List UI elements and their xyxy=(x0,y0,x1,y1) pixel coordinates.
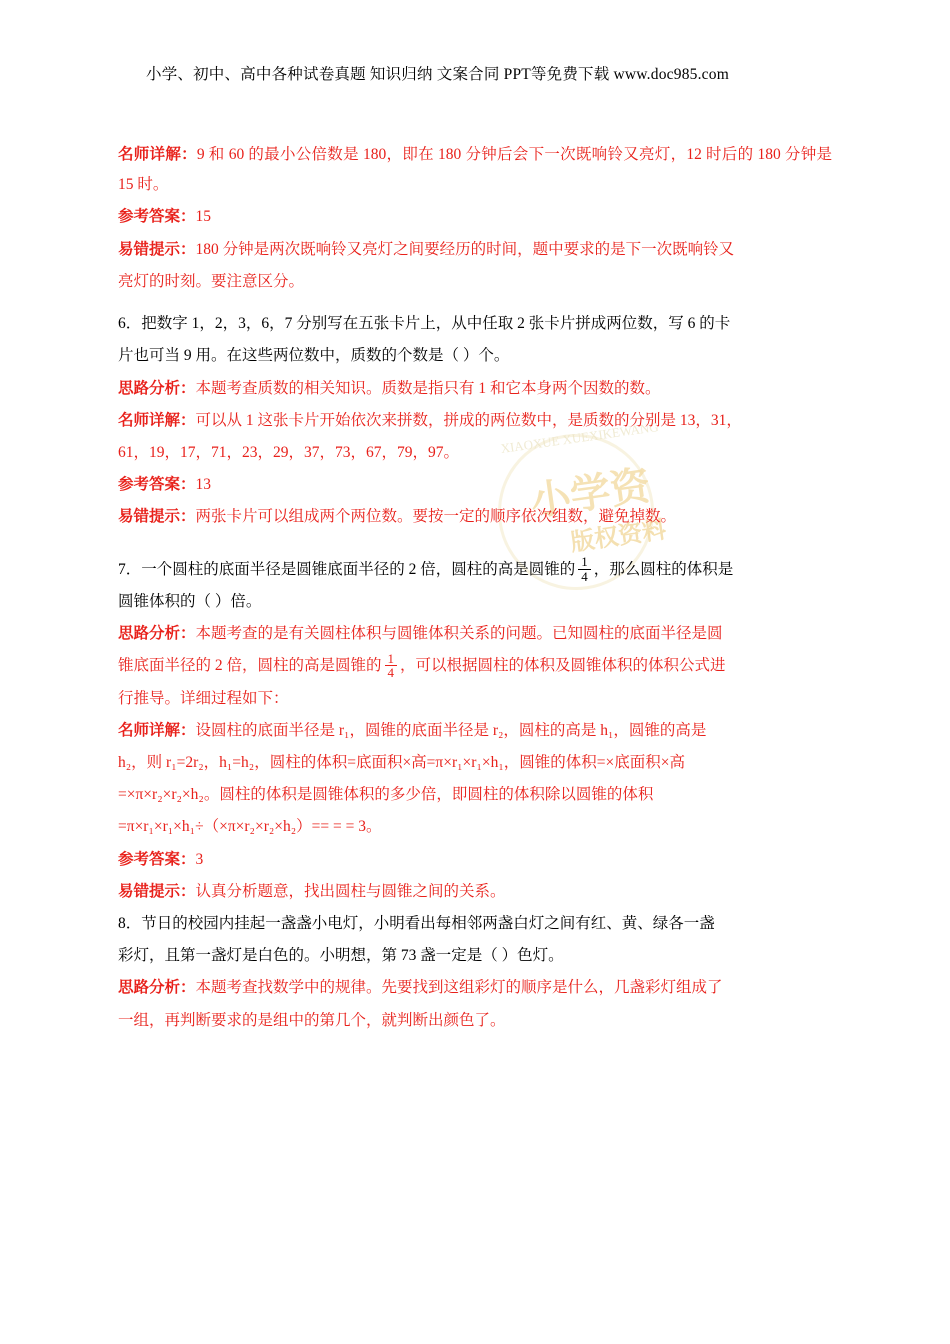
q6-tip xyxy=(118,502,832,532)
q7-explain-line3 xyxy=(118,780,832,810)
q7-number: 7． xyxy=(118,560,142,578)
q7-analysis-text3: 行推导。详细过程如下： xyxy=(118,689,289,707)
q8-stem-text2: 彩灯，且第一盏灯是白色的。小明想，第 73 盏一定是（ ）色灯。 xyxy=(118,947,564,965)
q5-tip-label: 易错提示： xyxy=(118,240,196,258)
q6-stem-line1 xyxy=(118,309,832,339)
q6-analysis-text: 本题考查质数的相关知识。质数是指只有 1 和它本身两个因数的数。 xyxy=(195,379,661,397)
q7-stem-fraction-numerator: 1 xyxy=(581,553,588,569)
q6-stem-text1: 把数字 1，2，3，6，7 分别写在五张卡片上，从中任取 2 张卡片拼成两位数，写 6 的卡 xyxy=(141,315,731,333)
q6-answer-label: 参考答案： xyxy=(118,476,196,494)
watermark-main-text: 小学资 xyxy=(527,462,653,525)
q8-analysis-text2: 一组，再判断要求的是组中的第几个，就判断出颜色了。 xyxy=(118,1011,506,1029)
q7-explain-line2 xyxy=(118,748,832,778)
q7-stem-line1 xyxy=(118,555,832,585)
q6-explain-line2 xyxy=(118,438,832,468)
q7-analysis-fraction xyxy=(385,652,398,680)
q6-explain-label: 名师详解： xyxy=(118,411,196,429)
q6-stem-line2 xyxy=(118,341,832,371)
q7-analysis-fraction-numerator: 1 xyxy=(387,650,395,666)
document-content xyxy=(118,140,832,1038)
q7-analysis-text1: 本题考查的是有关圆柱体积与圆锥体积关系的问题。已知圆柱的底面半径是圆 xyxy=(195,625,723,643)
q7-explain-label: 名师详解： xyxy=(118,721,196,739)
q7-answer xyxy=(118,845,832,875)
q7-tip xyxy=(118,877,832,907)
q6-analysis-label: 思路分析： xyxy=(118,379,196,397)
q8-analysis-line1 xyxy=(118,973,832,1003)
q7-explain-text2: h₂，则 r₁=2r₂，h₁=h₂，圆柱的体积=底面积×高=π×r₁×r₁×h₁，圆锥的体积=×底面积×高 xyxy=(118,753,685,771)
q7-stem-fraction xyxy=(578,555,591,583)
q7-explain-line4 xyxy=(118,812,832,842)
q5-explain-label: 名师详解： xyxy=(118,146,197,163)
site-header-text: 小学、初中、高中各种试卷真题 知识归纳 文案合同 PPT等免费下载 www.doc985.com xyxy=(146,66,729,83)
q7-tip-label: 易错提示： xyxy=(118,882,196,900)
q7-stem-text-a: 一个圆柱的底面半径是圆锥底面半径的 2 倍，圆柱的高是圆锥的 xyxy=(141,560,576,578)
watermark-sub-text: 版权资料 xyxy=(569,517,668,557)
watermark-ring-text: XIAOXUE XUEXIKEWANG xyxy=(499,418,660,457)
q5-tip-cont xyxy=(118,267,832,297)
q7-explain-text4: =π×r₁×r₁×h₁÷（×π×r₂×r₂×h₂）== = = 3。 xyxy=(118,818,382,836)
q6-stem-text2: 片也可当 9 用。在这些两位数中，质数的个数是（ ）个。 xyxy=(118,347,510,365)
q8-stem-line1 xyxy=(118,909,832,939)
q8-stem-line2 xyxy=(118,941,832,971)
q8-analysis-text1: 本题考查找数学中的规律。先要找到这组彩灯的顺序是什么，几盏彩灯组成了 xyxy=(195,979,723,997)
q8-analysis-line2 xyxy=(118,1006,832,1036)
q5-explain-text: 9 和 60 的最小公倍数是 180，即在 180 分钟后会下一次既响铃又亮灯，12 时后的 180 分钟是 15 时。 xyxy=(118,146,832,194)
q6-answer-text: 13 xyxy=(195,476,212,494)
q7-analysis-label: 思路分析： xyxy=(118,625,196,643)
q5-answer xyxy=(118,202,832,232)
q7-analysis-fraction-denominator: 4 xyxy=(385,665,398,680)
q8-analysis-label: 思路分析： xyxy=(118,979,196,997)
q7-analysis-line1 xyxy=(118,619,832,649)
q5-answer-label: 参考答案： xyxy=(118,208,196,226)
q7-analysis-text2a: 锥底面半径的 2 倍，圆柱的高是圆锥的 xyxy=(118,657,382,675)
q7-analysis-text2b: ，可以根据圆柱的体积及圆锥体积的体积公式进 xyxy=(400,657,726,675)
q6-explain-text1: 可以从 1 这张卡片开始依次来拼数，拼成的两位数中，是质数的分别是 13，31， xyxy=(195,411,742,429)
q6-answer xyxy=(118,470,832,500)
q7-analysis-line3 xyxy=(118,684,832,714)
q6-number: 6． xyxy=(118,315,142,333)
q7-explain-text3: =×π×r₂×r₂×h₂。圆柱的体积是圆锥体积的多少倍，即圆柱的体积除以圆锥的体积 xyxy=(118,786,654,804)
q8-number: 8． xyxy=(118,915,142,933)
q7-answer-label: 参考答案： xyxy=(118,850,196,868)
q7-stem-text2: 圆锥体积的（ ）倍。 xyxy=(118,592,262,610)
q7-stem-fraction-denominator: 4 xyxy=(578,569,591,584)
q7-answer-text: 3 xyxy=(195,850,204,868)
q6-tip-text: 两张卡片可以组成两个两位数。要按一定的顺序依次组数，避免掉数。 xyxy=(195,508,677,526)
q5-explain xyxy=(118,140,832,200)
q6-explain-line1 xyxy=(118,406,832,436)
q5-tip-cont-text: 亮灯的时刻。要注意区分。 xyxy=(118,272,305,290)
q6-analysis xyxy=(118,374,832,404)
q7-tip-text: 认真分析题意，找出圆柱与圆锥之间的关系。 xyxy=(195,882,506,900)
q7-stem-text-b: ，那么圆柱的体积是 xyxy=(593,560,734,578)
q7-explain-line1 xyxy=(118,716,832,746)
q8-stem-text1: 节日的校园内挂起一盏盏小电灯，小明看出每相邻两盏白灯之间有红、黄、绿各一盏 xyxy=(141,915,715,933)
q7-explain-text1: 设圆柱的底面半径是 r₁，圆锥的底面半径是 r₂，圆柱的高是 h₁，圆锥的高是 xyxy=(195,721,707,739)
q7-analysis-line2 xyxy=(118,651,832,681)
q5-tip xyxy=(118,235,832,265)
q5-tip-text: 180 分钟是两次既响铃又亮灯之间要经历的时间，题中要求的是下一次既响铃又 xyxy=(195,240,735,258)
q7-stem-line2 xyxy=(118,587,832,617)
q5-answer-text: 15 xyxy=(195,208,212,226)
q6-tip-label: 易错提示： xyxy=(118,508,196,526)
q6-explain-text2: 61，19，17，71，23，29，37，73，67，79，97。 xyxy=(118,443,460,461)
